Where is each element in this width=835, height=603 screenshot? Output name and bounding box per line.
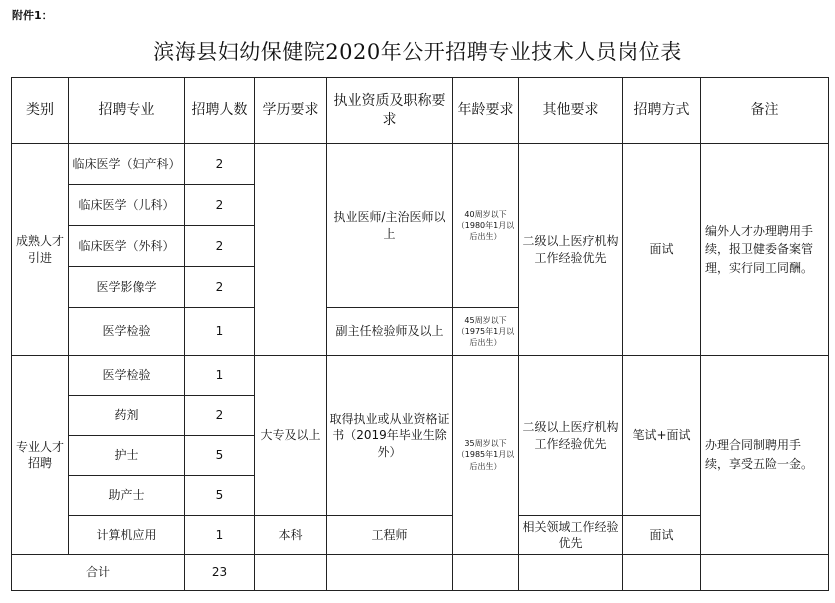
total-row xyxy=(12,555,829,591)
empty-cell xyxy=(623,555,701,591)
major-cell: 临床医学（外科） xyxy=(69,226,185,267)
method-cell: 面试 xyxy=(623,144,701,356)
header-education: 学历要求 xyxy=(255,78,327,144)
page-title: 滨海县妇幼保健院2020年公开招聘专业技术人员岗位表 xyxy=(153,40,682,64)
header-count: 招聘人数 xyxy=(185,78,255,144)
qualification-cell: 执业医师/主治医师以上 xyxy=(327,144,453,308)
age-cell: 45周岁以下（1975年1月以后出生） xyxy=(453,308,519,356)
empty-cell xyxy=(255,555,327,591)
age-cell: 40周岁以下（1980年1月以后出生） xyxy=(453,144,519,308)
header-method: 招聘方式 xyxy=(623,78,701,144)
attachment-label: 附件1： xyxy=(12,9,53,22)
major-cell: 临床医学（妇产科） xyxy=(69,144,185,185)
count-cell: 2 xyxy=(185,226,255,267)
category-cell: 成熟人才引进 xyxy=(12,144,69,356)
age-cell: 35周岁以下（1985年1月以后出生） xyxy=(453,356,519,555)
empty-cell xyxy=(701,555,829,591)
count-cell: 1 xyxy=(185,356,255,396)
recruitment-table xyxy=(11,77,829,591)
empty-cell xyxy=(453,555,519,591)
header-age: 年龄要求 xyxy=(453,78,519,144)
other-cell: 二级以上医疗机构工作经验优先 xyxy=(519,356,623,516)
qualification-cell: 取得执业或从业资格证书（2019年毕业生除外） xyxy=(327,356,453,516)
education-cell: 本科 xyxy=(255,516,327,555)
count-cell: 1 xyxy=(185,308,255,356)
table-row xyxy=(12,144,829,185)
major-cell: 医学检验 xyxy=(69,308,185,356)
major-cell: 护士 xyxy=(69,436,185,476)
table-row xyxy=(12,356,829,396)
total-count: 23 xyxy=(185,555,255,591)
header-qualification: 执业资质及职称要求 xyxy=(327,78,453,144)
total-label: 合计 xyxy=(12,555,185,591)
education-cell: 大专及以上 xyxy=(255,356,327,516)
count-cell: 5 xyxy=(185,436,255,476)
major-cell: 医学检验 xyxy=(69,356,185,396)
major-cell: 医学影像学 xyxy=(69,267,185,308)
remark-cell: 办理合同制聘用手续，享受五险一金。 xyxy=(701,356,829,555)
header-category: 类别 xyxy=(12,78,69,144)
education-cell xyxy=(255,144,327,356)
empty-cell xyxy=(327,555,453,591)
count-cell: 2 xyxy=(185,396,255,436)
other-cell: 二级以上医疗机构工作经验优先 xyxy=(519,144,623,356)
major-cell: 计算机应用 xyxy=(69,516,185,555)
method-cell: 笔试+面试 xyxy=(623,356,701,516)
other-cell: 相关领域工作经验优先 xyxy=(519,516,623,555)
major-cell: 助产士 xyxy=(69,476,185,516)
major-cell: 药剂 xyxy=(69,396,185,436)
qualification-cell: 副主任检验师及以上 xyxy=(327,308,453,356)
count-cell: 2 xyxy=(185,144,255,185)
qualification-cell: 工程师 xyxy=(327,516,453,555)
header-major: 招聘专业 xyxy=(69,78,185,144)
count-cell: 2 xyxy=(185,267,255,308)
count-cell: 2 xyxy=(185,185,255,226)
header-remark: 备注 xyxy=(701,78,829,144)
major-cell: 临床医学（儿科） xyxy=(69,185,185,226)
count-cell: 5 xyxy=(185,476,255,516)
category-cell: 专业人才招聘 xyxy=(12,356,69,555)
empty-cell xyxy=(519,555,623,591)
count-cell: 1 xyxy=(185,516,255,555)
remark-cell: 编外人才办理聘用手续，报卫健委备案管理，实行同工同酬。 xyxy=(701,144,829,356)
header-other: 其他要求 xyxy=(519,78,623,144)
header-row xyxy=(12,78,829,144)
method-cell: 面试 xyxy=(623,516,701,555)
